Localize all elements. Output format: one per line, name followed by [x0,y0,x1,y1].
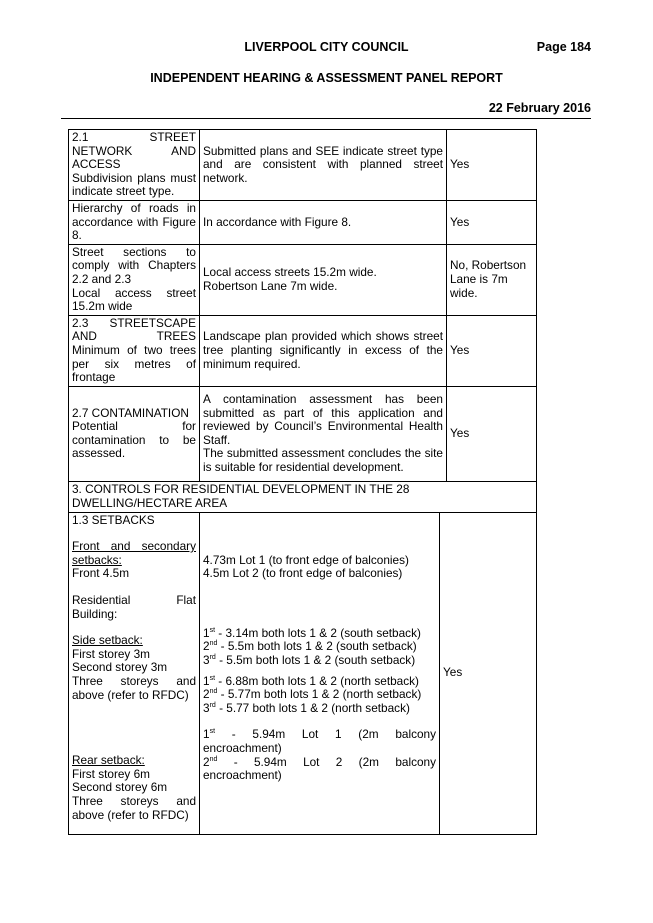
complies-cell: Yes [447,200,537,244]
proposal-cell [200,244,447,315]
control-cell [69,315,200,386]
control-text: Potential for contamination to be assessed. [72,419,196,461]
control-text: Subdivision plans must indicate street type. [72,170,196,199]
front-lot-2: 4.5m Lot 2 (to front edge of balconies) [203,566,403,581]
side-south-2: 2nd - 5.5m both lots 1 & 2 (south setback) [203,639,417,654]
control-text: Minimum of two trees per six metres of frontage [72,342,196,385]
control-title: 2.7 CONTAMINATION [72,405,189,420]
control-text-2: Local access street 15.2m wide [72,285,196,314]
residential-flat-label: Residential Flat Building: [72,593,196,621]
proposal-text: Local access streets 15.2m wide. [203,265,377,280]
side-north-1: 1st - 6.88m both lots 1 & 2 (north setback) [203,673,419,688]
proposal-cell: In accordance with Figure 8. [200,200,447,244]
side-south-3: 3rd - 5.5m both lots 1 & 2 (south setback) [203,653,416,668]
rear-lot-1: 1st - 5.94m Lot 1 (2m balcony encroachment) [203,727,436,756]
header-rule [61,118,591,119]
complies-cell: Yes [447,130,537,201]
proposal-cell [200,130,447,201]
proposal-text: Landscape plan provided which shows street tree planting significantly in excess of the minimum required. [203,329,443,371]
rear-lot-2: 2nd - 5.94m Lot 2 (2m balcony encroachment) [203,754,436,783]
table-row [69,130,537,201]
report-date: 22 February 2016 [488,101,591,115]
control-cell [69,244,200,315]
control-cell [69,200,200,244]
proposal-text-2: The submitted assessment concludes the site is suitable for residential development. [203,446,443,474]
rear-first-storey: First storey 6m [72,766,150,781]
rear-setback-label: Rear setback: [72,753,145,768]
front-setback-value: Front 4.5m [72,566,130,581]
table-row [69,386,537,481]
side-second-storey: Second storey 3m [72,660,168,675]
side-first-storey: First storey 3m [72,646,150,661]
compliance-table [68,129,537,835]
setbacks-title: 1.3 SETBACKS [72,512,155,527]
table-row [69,200,537,244]
complies-cell: No, Robertson Lane is 7m wide. [447,244,537,315]
control-cell [69,130,200,201]
control-text: Hierarchy of roads in accordance with Figure 8. [72,200,196,243]
section-heading-row [69,481,537,512]
control-title: 2.3 STREETSCAPE AND TREES [72,315,196,344]
table-row [69,315,537,386]
report-title: INDEPENDENT HEARING & ASSESSMENT PANEL REPORT [150,71,503,85]
side-setback-label: Side setback: [72,633,143,648]
control-text: Street sections to comply with Chapters 2.2 and 2.3 [72,244,196,286]
control-cell [69,512,200,834]
table-row [69,244,537,315]
side-three-storeys: Three storeys and above (refer to RFDC) [72,674,196,702]
front-setback-label: Front and secondary setbacks: [72,539,196,567]
side-north-3: 3rd - 5.77 both lots 1 & 2 (north setback) [203,700,410,715]
council-name: LIVERPOOL CITY COUNCIL [244,40,409,54]
control-title: 2.1 STREET NETWORK AND ACCESS [72,130,196,172]
control-cell [69,386,200,481]
rear-three-storeys: Three storeys and above (refer to RFDC) [72,794,196,822]
proposal-cell [200,386,447,481]
proposal-cell [200,315,447,386]
front-lot-1: 4.73m Lot 1 (to front edge of balconies) [203,552,409,567]
complies-cell: Yes [447,386,537,481]
proposal-text: A contamination assessment has been submitted as part of this application and reviewed by Council’s Environmental Health Staff. [203,391,443,447]
setbacks-detail-cell [200,512,537,834]
page-number: Page 184 [536,40,591,54]
table-row [69,512,537,834]
proposal-text-2: Robertson Lane 7m wide. [203,278,338,293]
proposal-text: Submitted plans and SEE indicate street type and are consistent with planned street network. [203,143,443,185]
setbacks-complies: Yes [443,665,463,680]
section-heading: 3. CONTROLS FOR RESIDENTIAL DEVELOPMENT IN THE 28 DWELLING/HECTARE AREA [69,481,537,512]
complies-cell: Yes [447,315,537,386]
side-north-2: 2nd - 5.77m both lots 1 & 2 (north setback) [203,687,422,702]
side-south-1: 1st - 3.14m both lots 1 & 2 (south setback) [203,625,421,640]
rear-second-storey: Second storey 6m [72,780,168,795]
